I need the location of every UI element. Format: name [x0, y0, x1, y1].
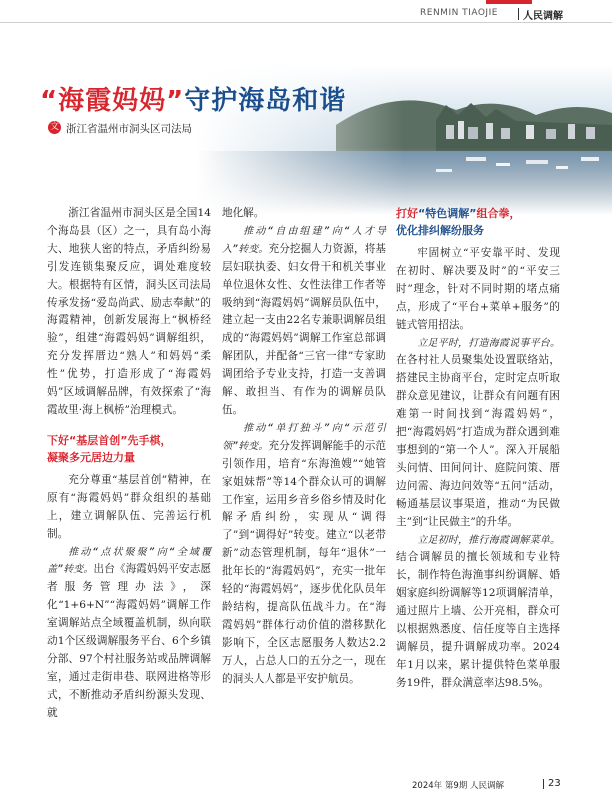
article-title-quoted: “海霞妈妈”: [40, 86, 185, 116]
section-heading-2: [396, 205, 560, 239]
paragraph-body: 出台《海霞妈妈平安志愿者服务管理办法》，深化“1+6+N”“海霞妈妈”调解工作室调解站点全域覆盖机制，纵向联动1个区级调解服务平台、6个乡镇分部、97个村社服务站或品牌调解室，通过走街串巷、联网进格等形式，不断推动矛盾纠纷源头发现、就: [47, 563, 211, 719]
header-divider: [518, 8, 519, 20]
body-paragraph: 充分尊重“基层首创”精神，在原有“海霞妈妈”群众组织的基础上，建立调解队伍、完善运行机制。: [47, 473, 211, 540]
section-heading-2-text-b: “特色调解”: [418, 207, 477, 220]
page-number: 23: [548, 778, 561, 789]
footer-issue: 2024年 第9期 人民调解: [412, 781, 504, 791]
text-column-2: [222, 205, 386, 688]
author-badge-icon: 文: [49, 122, 59, 132]
body-paragraph: [396, 335, 560, 532]
paragraph-lead: 立足初时，推行海霞调解菜单。: [417, 534, 560, 546]
paragraph-body: 充分挖掘人力资源，将基层妇联执委、妇女骨干和机关事业单位退休女性、女性法律工作者等吸纳到“海霞妈妈”调解员队伍中，建立起一支由22名专兼职调解员组成的“海霞妈妈”调解工作室总部调解团队，并配备“三官一律”专家助调团给予专业支持，打造一支善调解、敢担当、有作为的调解员队伍。: [222, 242, 386, 416]
section-heading-1-line2: 凝聚多元居边力量: [47, 450, 135, 464]
article-title-rest: 守护海岛和谐: [184, 86, 347, 116]
body-paragraph: 牢固树立“平安靠平时、发现在初时、解决要及时”的“平安三时”理念，针对不同时期的堵点痛点，形成了“平台+菜单+服务”的链式管用招法。: [396, 247, 560, 331]
running-header: [420, 6, 610, 22]
body-paragraph: [222, 420, 386, 689]
article-title: [40, 80, 346, 117]
paragraph-body: 结合调解员的擅长领域和专业特长，制作特色海渔事纠纷调解、婚姻家庭纠纷调解等12项调解清单，通过照片上墙、公开亮相，群众可以根据熟悉度、信任度等自主选择调解员，提升调解成功率。2024年1月以来，累计提供特色菜单服务19件，群众满意率达98.5%。: [396, 551, 560, 689]
header-rule: [0, 22, 612, 23]
page-footer: [400, 778, 610, 792]
text-column-1: [47, 205, 211, 723]
section-heading-2-line2: 优化排纠解纷服务: [396, 224, 484, 237]
header-english-title: RENMIN TIAOJIE: [420, 8, 498, 18]
header-chinese-title: 人民调解: [523, 11, 563, 22]
section-heading-2-text-a: 打好: [396, 207, 418, 220]
body-paragraph: [222, 223, 386, 420]
text-column-3: [396, 205, 560, 693]
paragraph-body: 在各村社人员聚集处设置联络站，搭建民主协商平台，定时定点听取群众意见建议，让群众有问题有困难第一时间找到“海霞妈妈”，把“海霞妈妈”打造成为群众遇到难事想到的“第一个人”。深入开展船头问情、田间问计、庭院问策、厝边问需、海边问效等“五问”活动，畅通基层议事渠道，推动“为民做主”到“让民做主”的升华。: [396, 354, 560, 528]
body-paragraph: [47, 544, 211, 723]
paragraph-body: 充分发挥调解能手的示范引领作用，培育“东海渔嫂”“她管家姐妹帮”等14个群众认可的调解工作室，运用乡音乡俗乡情及时化解矛盾纠纷，实现从“调得了”到“调得好”转变。建立“以老带新”动态管理机制，每年“退休”一批年长的“海霞妈妈”，充实一批年轻的“海霞妈妈”，逐步优化队员年龄结构，提高队伍战斗力。在“海霞妈妈”群体行动价值的潜移默化影响下，全区志愿服务人数达2.2万人，占总人口的五分之一，现在的洞头人人都是平安护航员。: [222, 439, 386, 685]
intro-paragraph: 浙江省温州市洞头区是全国14个海岛县（区）之一，具有岛小海大、地狭人密的特点，矛盾纠纷易引发连锁集聚反应，调处难度较大。根据特有区情，洞头区司法局传承发扬“爱岛尚武、励志奉献”的海霞精神，创新发展海上“枫桥经验”，组建“海霞妈妈”调解组织，充分发挥厝边“熟人”和妈妈“柔性”优势，打造形成了“海霞妈妈”区域调解品牌，有效探索了“海霞故里·海上枫桥”治理模式。: [47, 207, 211, 416]
paragraph-lead: 推动“自由组建”向“人才导入”转变。: [222, 225, 386, 255]
header-accent-bar: [486, 0, 532, 4]
section-heading-2-line1: [396, 205, 560, 222]
footer-divider: [543, 779, 544, 789]
paragraph-lead: 推动“点状聚聚”向“全域覆盖”转变。: [47, 546, 211, 576]
author-name: 浙江省温州市洞头区司法局: [66, 123, 192, 135]
section-heading-2-text-c: 组合拳，: [476, 207, 521, 220]
paragraph-lead: 立足平时，打造海霞说事平台。: [417, 337, 560, 349]
section-heading-1: [47, 432, 211, 466]
body-paragraph: [396, 532, 560, 693]
body-paragraph-continued: 地化解。: [222, 207, 265, 219]
paragraph-lead: 推动“单打独斗”向“示范引领”转变。: [222, 422, 386, 452]
section-heading-1-line1: 下好“基层首创”先手棋，: [47, 433, 172, 447]
